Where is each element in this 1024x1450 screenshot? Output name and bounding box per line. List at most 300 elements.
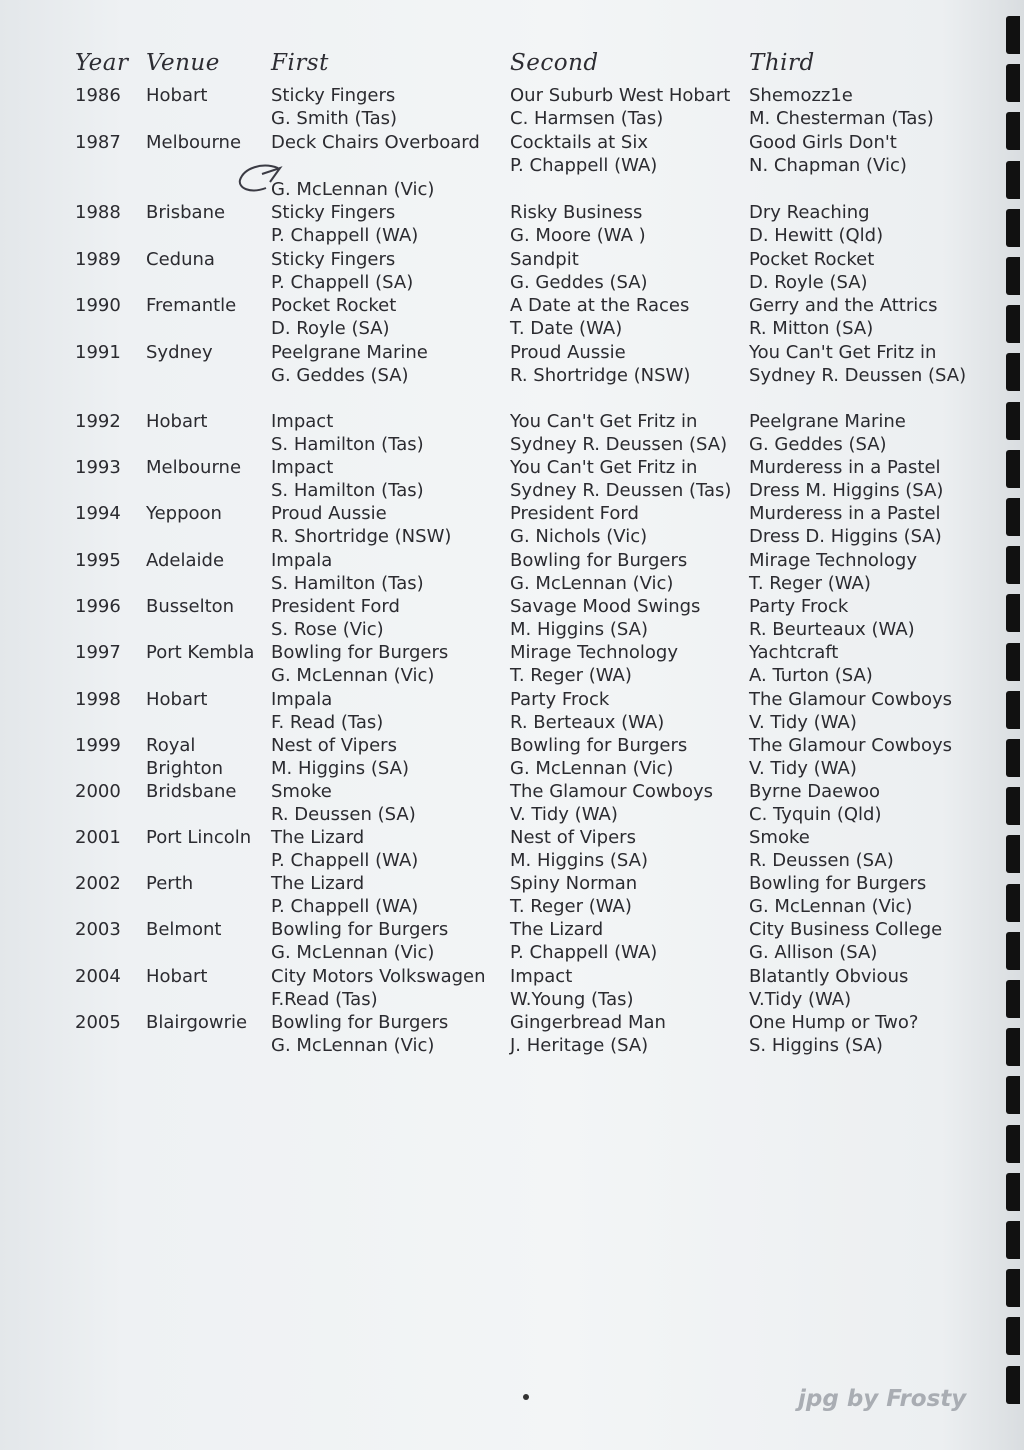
- cell-venue: [146, 780, 237, 803]
- cell-second: [510, 595, 700, 642]
- table-row: [0, 688, 1000, 734]
- cell-line: S. Hamilton (Tas): [271, 480, 424, 502]
- header-venue: Venue: [146, 50, 220, 76]
- cell-third: [749, 965, 908, 1012]
- cell-venue: [146, 131, 241, 154]
- cell-line: Sandpit: [510, 249, 579, 270]
- cell-first: [271, 131, 480, 201]
- cell-line: 1996: [75, 596, 121, 617]
- cell-year: [75, 595, 121, 618]
- cell-line: Nest of Vipers: [510, 827, 636, 848]
- binding-ring: [1006, 980, 1020, 1018]
- table-row: [0, 456, 1000, 502]
- cell-second: [510, 248, 648, 295]
- cell-third: [749, 918, 942, 965]
- cell-line: Bowling for Burgers: [271, 642, 449, 663]
- binding-ring: [1006, 1269, 1020, 1307]
- cell-line: 1999: [75, 735, 121, 756]
- cell-line: Sticky Fingers: [271, 202, 396, 223]
- cell-line: Bowling for Burgers: [271, 919, 449, 940]
- cell-venue: [146, 410, 207, 433]
- binding-ring: [1006, 16, 1020, 54]
- cell-line: Mirage Technology: [749, 550, 918, 571]
- cell-line: 1987: [75, 132, 121, 153]
- cell-line: President Ford: [271, 596, 400, 617]
- cell-line: T. Date (WA): [510, 318, 623, 340]
- binding-ring: [1006, 64, 1020, 102]
- cell-venue: [146, 1011, 247, 1034]
- table-row: [0, 84, 1000, 130]
- binding-ring: [1006, 353, 1020, 391]
- cell-third: [749, 549, 917, 596]
- table-row: [0, 410, 1000, 456]
- binding-ring: [1006, 594, 1020, 632]
- cell-line: S. Higgins (SA): [749, 1035, 883, 1057]
- cell-line: Nest of Vipers: [271, 735, 397, 756]
- cell-year: [75, 201, 121, 224]
- header-first: First: [271, 50, 329, 76]
- cell-line: You Can't Get Fritz in: [749, 342, 937, 363]
- cell-line: G. Moore (WA ): [510, 225, 646, 247]
- cell-line: T. Reger (WA): [749, 573, 871, 595]
- cell-year: [75, 131, 121, 154]
- binding-ring: [1006, 1125, 1020, 1163]
- binding-ring: [1006, 884, 1020, 922]
- table-row: [0, 248, 1000, 294]
- cell-year: [75, 734, 121, 757]
- cell-year: [75, 341, 121, 364]
- cell-line: Proud Aussie: [510, 342, 626, 363]
- cell-line: Bowling for Burgers: [749, 873, 927, 894]
- cell-line: Sticky Fingers: [271, 85, 396, 106]
- cell-second: [510, 294, 689, 341]
- cell-line: Ceduna: [146, 249, 215, 270]
- cell-line: 2002: [75, 873, 121, 894]
- cell-year: [75, 688, 121, 711]
- cell-third: [749, 84, 934, 131]
- cell-line: President Ford: [510, 503, 639, 524]
- cell-line: The Glamour Cowboys: [510, 781, 714, 802]
- cell-line: 2005: [75, 1012, 121, 1033]
- cell-line: Murderess in a Pastel: [749, 503, 941, 524]
- cell-line: P. Chappell (WA): [510, 942, 658, 964]
- cell-third: [749, 688, 952, 735]
- cell-line: The Lizard: [271, 873, 365, 894]
- handwritten-arrow-mark: [232, 160, 284, 204]
- cell-first: [271, 410, 424, 457]
- cell-line: D. Hewitt (Qld): [749, 225, 884, 247]
- table-row: [0, 641, 1000, 687]
- cell-year: [75, 549, 121, 572]
- header-third: Third: [749, 50, 815, 76]
- cell-line: 2004: [75, 966, 121, 987]
- cell-line: Hobart: [146, 966, 208, 987]
- cell-line: One Hump or Two?: [749, 1012, 919, 1033]
- cell-line: S. Hamilton (Tas): [271, 434, 424, 456]
- cell-venue: [146, 456, 241, 479]
- cell-second: [510, 641, 678, 688]
- cell-venue: [146, 595, 234, 618]
- cell-line: Royal Brighton: [146, 735, 224, 780]
- binding-ring: [1006, 643, 1020, 681]
- cell-line: M. Higgins (SA): [510, 850, 648, 872]
- cell-second: [510, 780, 713, 827]
- cell-line: Bowling for Burgers: [271, 1012, 449, 1033]
- cell-second: [510, 131, 657, 178]
- table-row: [0, 734, 1000, 780]
- binding-ring: [1006, 691, 1020, 729]
- cell-line: Dress M. Higgins (SA): [749, 480, 944, 502]
- header-second: Second: [510, 50, 599, 76]
- cell-line: R. Shortridge (NSW): [271, 526, 452, 548]
- cell-line: V. Tidy (WA): [749, 758, 857, 780]
- cell-line: G. McLennan (Vic): [271, 1035, 435, 1057]
- binding-ring: [1006, 1366, 1020, 1404]
- binding-ring: [1006, 112, 1020, 150]
- cell-line: Blairgowrie: [146, 1012, 248, 1033]
- cell-line: V. Tidy (WA): [749, 712, 857, 734]
- cell-first: [271, 294, 396, 341]
- binding-ring: [1006, 739, 1020, 777]
- cell-line: Sticky Fingers: [271, 249, 396, 270]
- cell-third: [749, 734, 952, 781]
- cell-line: 1997: [75, 642, 121, 663]
- binding-ring: [1006, 498, 1020, 536]
- table-row: [0, 965, 1000, 1011]
- cell-venue: [146, 872, 193, 895]
- cell-line: Mirage Technology: [510, 642, 679, 663]
- cell-line: Hobart: [146, 85, 208, 106]
- cell-line: Shemozz1e: [749, 85, 853, 106]
- table-row: [0, 201, 1000, 247]
- cell-line: You Can't Get Fritz in: [510, 411, 698, 432]
- cell-line: V. Tidy (WA): [510, 804, 618, 826]
- cell-line: Peelgrane Marine: [271, 342, 428, 363]
- cell-line: Proud Aussie: [271, 503, 387, 524]
- cell-line: Bridsbane: [146, 781, 237, 802]
- table-row: [0, 918, 1000, 964]
- cell-line: M. Chesterman (Tas): [749, 108, 934, 130]
- cell-year: [75, 641, 121, 664]
- cell-line: Yachtcraft: [749, 642, 839, 663]
- watermark-text: jpg by Frosty: [798, 1386, 967, 1412]
- cell-line: Sydney: [146, 342, 213, 363]
- binding-ring: [1006, 209, 1020, 247]
- binding-ring: [1006, 257, 1020, 295]
- cell-line: Busselton: [146, 596, 235, 617]
- binding-ring: [1006, 1028, 1020, 1066]
- cell-line: Adelaide: [146, 550, 225, 571]
- cell-second: [510, 549, 687, 596]
- cell-third: [749, 456, 943, 503]
- table-row: [0, 872, 1000, 918]
- cell-line: You Can't Get Fritz in: [510, 457, 698, 478]
- cell-third: [749, 341, 966, 388]
- cell-venue: [146, 688, 207, 711]
- cell-line: Bowling for Burgers: [510, 735, 688, 756]
- cell-line: 1998: [75, 689, 121, 710]
- cell-line: G. McLennan (Vic): [271, 178, 435, 200]
- header-year: Year: [75, 50, 129, 76]
- cell-venue: [146, 248, 215, 271]
- cell-line: F. Read (Tas): [271, 712, 384, 734]
- table-row: [0, 294, 1000, 340]
- cell-line: 1995: [75, 550, 121, 571]
- cell-line: Impact: [271, 411, 334, 432]
- cell-line: Pocket Rocket: [271, 295, 397, 316]
- cell-first: [271, 1011, 448, 1058]
- cell-line: 1988: [75, 202, 121, 223]
- cell-third: [749, 780, 881, 827]
- cell-line: Risky Business: [510, 202, 643, 223]
- cell-line: Smoke: [749, 827, 810, 848]
- cell-line: Dry Reaching: [749, 202, 870, 223]
- table-row: [0, 826, 1000, 872]
- cell-venue: [146, 826, 251, 849]
- cell-line: 2000: [75, 781, 121, 802]
- cell-line: Belmont: [146, 919, 222, 940]
- cell-third: [749, 294, 938, 341]
- cell-line: Pocket Rocket: [749, 249, 875, 270]
- binding-ring: [1006, 450, 1020, 488]
- cell-line: N. Chapman (Vic): [749, 155, 907, 177]
- cell-first: [271, 341, 428, 388]
- cell-line: 1994: [75, 503, 121, 524]
- cell-first: [271, 595, 400, 642]
- cell-year: [75, 826, 121, 849]
- cell-line: The Lizard: [510, 919, 604, 940]
- cell-third: [749, 595, 915, 642]
- cell-second: [510, 918, 657, 965]
- cell-line: Sydney R. Deussen (SA): [510, 434, 728, 456]
- cell-year: [75, 502, 121, 525]
- cell-line: 1991: [75, 342, 121, 363]
- cell-third: [749, 641, 873, 688]
- cell-second: [510, 341, 690, 388]
- cell-line: Port Lincoln: [146, 827, 252, 848]
- cell-line: Sydney R. Deussen (Tas): [510, 480, 732, 502]
- cell-first: [271, 641, 448, 688]
- binding-ring: [1006, 787, 1020, 825]
- cell-venue: [146, 294, 236, 317]
- cell-line: 1986: [75, 85, 121, 106]
- cell-venue: [146, 341, 213, 364]
- cell-second: [510, 688, 664, 735]
- binding-ring: [1006, 402, 1020, 440]
- cell-line: A Date at the Races: [510, 295, 690, 316]
- cell-line: 1989: [75, 249, 121, 270]
- cell-year: [75, 456, 121, 479]
- cell-line: P. Chappell (SA): [271, 272, 414, 294]
- cell-line: R. Mitton (SA): [749, 318, 874, 340]
- cell-first: [271, 549, 424, 596]
- binding-ring: [1006, 161, 1020, 199]
- cell-line: Blatantly Obvious: [749, 966, 909, 987]
- cell-first: [271, 965, 486, 1012]
- cell-third: [749, 826, 894, 873]
- cell-line: Impala: [271, 550, 333, 571]
- cell-line: V.Tidy (WA): [749, 989, 852, 1011]
- cell-line: Melbourne: [146, 132, 242, 153]
- table-row: [0, 341, 1000, 387]
- cell-first: [271, 688, 383, 735]
- binding-ring: [1006, 1173, 1020, 1211]
- cell-line: Bowling for Burgers: [510, 550, 688, 571]
- cell-first: [271, 456, 424, 503]
- cell-line: P. Chappell (WA): [510, 155, 658, 177]
- cell-line: City Business College: [749, 919, 943, 940]
- cell-line: D. Royle (SA): [749, 272, 868, 294]
- cell-line: Deck Chairs Overboard: [271, 132, 480, 153]
- cell-third: [749, 872, 926, 919]
- cell-year: [75, 780, 121, 803]
- cell-second: [510, 872, 637, 919]
- cell-line: G. Smith (Tas): [271, 108, 398, 130]
- cell-second: [510, 201, 646, 248]
- ink-dot: [523, 1394, 529, 1400]
- cell-third: [749, 410, 906, 457]
- cell-year: [75, 84, 121, 107]
- cell-line: G. McLennan (Vic): [271, 942, 435, 964]
- cell-second: [510, 84, 730, 131]
- table-row: [0, 1011, 1000, 1057]
- cell-second: [510, 410, 727, 457]
- cell-year: [75, 1011, 121, 1034]
- cell-venue: [146, 84, 207, 107]
- cell-line: City Motors Volkswagen: [271, 966, 486, 987]
- cell-line: Good Girls Don't: [749, 132, 897, 153]
- cell-second: [510, 965, 634, 1012]
- cell-year: [75, 918, 121, 941]
- table-row: [0, 502, 1000, 548]
- cell-year: [75, 248, 121, 271]
- cell-line: G. Allison (SA): [749, 942, 878, 964]
- cell-line: Hobart: [146, 411, 208, 432]
- cell-venue: [146, 502, 222, 525]
- cell-first: [271, 248, 413, 295]
- cell-line: Smoke: [271, 781, 332, 802]
- cell-venue: [146, 734, 223, 781]
- cell-line: G. McLennan (Vic): [271, 665, 435, 687]
- cell-venue: [146, 549, 224, 572]
- cell-line: 1992: [75, 411, 121, 432]
- cell-line: 1993: [75, 457, 121, 478]
- cell-line: P. Chappell (WA): [271, 850, 419, 872]
- cell-line: Port Kembla: [146, 642, 255, 663]
- cell-line: Party Frock: [510, 689, 610, 710]
- binding-ring: [1006, 546, 1020, 584]
- cell-line: R. Berteaux (WA): [510, 712, 665, 734]
- cell-line: G. Geddes (SA): [271, 365, 409, 387]
- cell-line: Brisbane: [146, 202, 226, 223]
- cell-second: [510, 826, 648, 873]
- cell-line: P. Chappell (WA): [271, 896, 419, 918]
- cell-line: Perth: [146, 873, 194, 894]
- cell-line: Dress D. Higgins (SA): [749, 526, 942, 548]
- cell-line: Sydney R. Deussen (SA): [749, 365, 967, 387]
- cell-line: [271, 154, 480, 177]
- table-row: [0, 780, 1000, 826]
- table-row: [0, 595, 1000, 641]
- cell-line: G. Geddes (SA): [749, 434, 887, 456]
- binding-ring: [1006, 835, 1020, 873]
- cell-line: Murderess in a Pastel: [749, 457, 941, 478]
- cell-venue: [146, 641, 254, 664]
- cell-line: F.Read (Tas): [271, 989, 378, 1011]
- cell-line: J. Heritage (SA): [510, 1035, 649, 1057]
- cell-line: W.Young (Tas): [510, 989, 634, 1011]
- cell-line: Our Suburb West Hobart: [510, 85, 731, 106]
- cell-second: [510, 1011, 666, 1058]
- cell-venue: [146, 201, 225, 224]
- cell-line: 1990: [75, 295, 121, 316]
- cell-year: [75, 872, 121, 895]
- cell-line: A. Turton (SA): [749, 665, 873, 687]
- cell-year: [75, 410, 121, 433]
- binding-ring: [1006, 932, 1020, 970]
- cell-line: The Glamour Cowboys: [749, 689, 953, 710]
- spiral-binding: [996, 0, 1024, 1450]
- cell-line: G. Nichols (Vic): [510, 526, 648, 548]
- cell-line: Savage Mood Swings: [510, 596, 701, 617]
- cell-year: [75, 965, 121, 988]
- cell-second: [510, 734, 687, 781]
- cell-third: [749, 201, 883, 248]
- cell-line: R. Shortridge (NSW): [510, 365, 691, 387]
- cell-venue: [146, 918, 221, 941]
- cell-first: [271, 872, 418, 919]
- cell-year: [75, 294, 121, 317]
- cell-line: Gingerbread Man: [510, 1012, 666, 1033]
- cell-line: T. Reger (WA): [510, 665, 632, 687]
- cell-line: 2001: [75, 827, 121, 848]
- cell-second: [510, 456, 731, 503]
- cell-first: [271, 502, 451, 549]
- table-row: [0, 549, 1000, 595]
- cell-line: G. Geddes (SA): [510, 272, 648, 294]
- cell-line: G. McLennan (Vic): [510, 758, 674, 780]
- cell-line: C. Harmsen (Tas): [510, 108, 664, 130]
- cell-line: M. Higgins (SA): [510, 619, 648, 641]
- cell-third: [749, 248, 874, 295]
- cell-line: G. McLennan (Vic): [749, 896, 913, 918]
- cell-line: 2003: [75, 919, 121, 940]
- cell-line: R. Deussen (SA): [271, 804, 416, 826]
- cell-line: Byrne Daewoo: [749, 781, 881, 802]
- cell-line: S. Rose (Vic): [271, 619, 384, 641]
- cell-line: Impact: [271, 457, 334, 478]
- cell-line: P. Chappell (WA): [271, 225, 419, 247]
- cell-first: [271, 734, 409, 781]
- cell-first: [271, 918, 448, 965]
- cell-first: [271, 780, 416, 827]
- cell-line: Gerry and the Attrics: [749, 295, 938, 316]
- binding-ring: [1006, 305, 1020, 343]
- binding-ring: [1006, 1317, 1020, 1355]
- cell-third: [749, 502, 942, 549]
- cell-line: Peelgrane Marine: [749, 411, 906, 432]
- cell-line: C. Tyquin (Qld): [749, 804, 882, 826]
- table-row: [0, 131, 1000, 200]
- cell-line: S. Hamilton (Tas): [271, 573, 424, 595]
- binding-ring: [1006, 1076, 1020, 1114]
- cell-line: Fremantle: [146, 295, 237, 316]
- cell-first: [271, 826, 418, 873]
- cell-line: Hobart: [146, 689, 208, 710]
- cell-line: Cocktails at Six: [510, 132, 648, 153]
- cell-line: Impala: [271, 689, 333, 710]
- cell-line: M. Higgins (SA): [271, 758, 409, 780]
